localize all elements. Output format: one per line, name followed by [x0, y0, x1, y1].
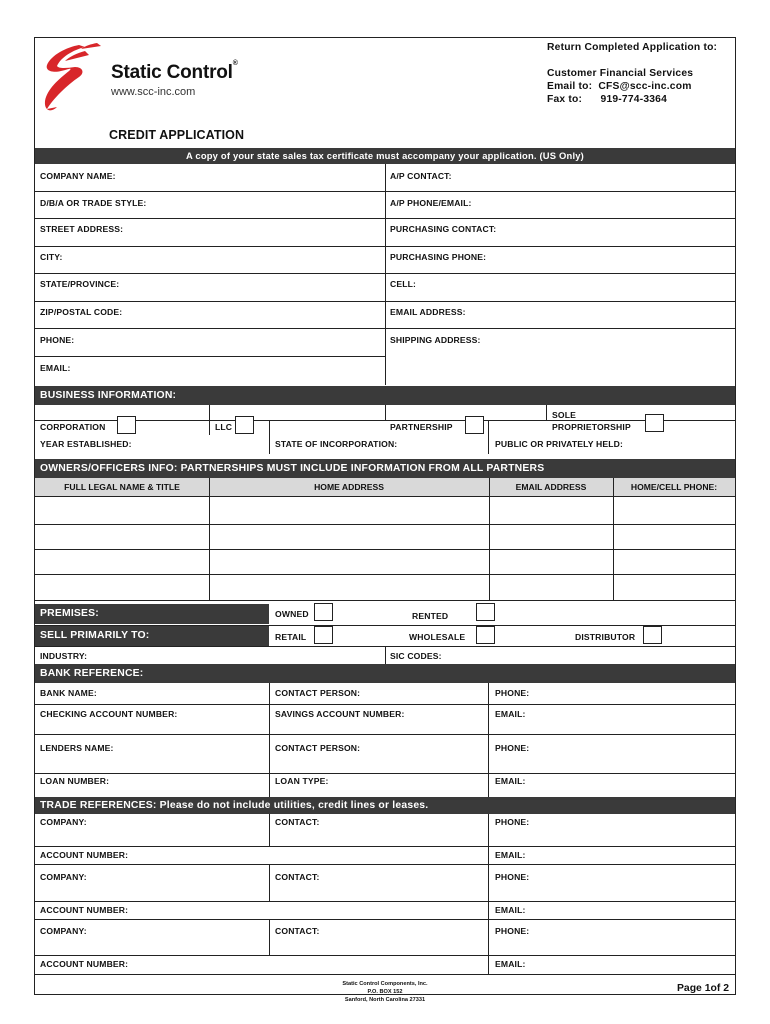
trade2-company-field[interactable]: COMPANY: — [40, 872, 87, 882]
state-province-field[interactable]: STATE/PROVINCE: — [40, 279, 120, 289]
trade2-phone-field[interactable]: PHONE: — [495, 872, 530, 882]
purchasing-contact-field[interactable]: PURCHASING CONTACT: — [390, 224, 497, 234]
wholesale-checkbox[interactable] — [476, 626, 495, 644]
tax-notice-bar — [35, 148, 735, 164]
department-name: Customer Financial Services — [547, 68, 694, 79]
loan-number-field[interactable]: LOAN NUMBER: — [40, 776, 110, 786]
col-email-address: EMAIL ADDRESS — [515, 482, 587, 492]
owner-row-2[interactable] — [35, 525, 735, 549]
sole-proprietorship-label: SOLE PROPRIETORSHIP — [552, 410, 631, 432]
col-full-legal-name: FULL LEGAL NAME & TITLE — [64, 482, 180, 492]
sole-proprietorship-checkbox[interactable] — [645, 414, 664, 432]
shipping-address-field[interactable]: SHIPPING ADDRESS: — [390, 335, 481, 345]
owner-row-4[interactable] — [35, 575, 735, 600]
credit-application-form — [34, 37, 736, 1003]
trade1-contact-field[interactable]: CONTACT: — [275, 817, 320, 827]
trade3-company-field[interactable]: COMPANY: — [40, 926, 87, 936]
city-field[interactable]: CITY: — [40, 252, 63, 262]
owner-row-3[interactable] — [35, 550, 735, 574]
rented-checkbox[interactable] — [476, 603, 495, 621]
col-home-address: HOME ADDRESS — [314, 482, 384, 492]
fax-line: Fax to: 919-774-3364 — [547, 94, 668, 105]
premises-heading: PREMISES: — [35, 604, 269, 624]
trade2-email-field[interactable]: EMAIL: — [495, 905, 526, 915]
owner-row-1[interactable] — [35, 497, 735, 524]
col-home-cell-phone: HOME/CELL PHONE: — [630, 482, 718, 492]
cell-field[interactable]: CELL: — [390, 279, 417, 289]
email-field[interactable]: EMAIL: — [40, 363, 71, 373]
bank-name-field[interactable]: BANK NAME: — [40, 688, 97, 698]
purchasing-phone-field[interactable]: PURCHASING PHONE: — [390, 252, 487, 262]
trade1-phone-field[interactable]: PHONE: — [495, 817, 530, 827]
savings-account-field[interactable]: SAVINGS ACCOUNT NUMBER: — [275, 709, 405, 719]
business-info-heading: BUSINESS INFORMATION: — [35, 386, 735, 405]
llc-checkbox[interactable] — [235, 416, 254, 434]
phone-field[interactable]: PHONE: — [40, 335, 75, 345]
retail-label: RETAIL — [275, 632, 307, 642]
owners-heading: OWNERS/OFFICERS INFO: PARTNERSHIPS MUST INCLUDE INFORMATION FROM ALL PARTNERS — [35, 459, 735, 478]
company-address-footer: Static Control Components, Inc. P.O. BOX 152 Sanford, North Carolina 27331 — [342, 981, 428, 1003]
trade3-account-field[interactable]: ACCOUNT NUMBER: — [40, 959, 129, 969]
bank-email-field[interactable]: EMAIL: — [495, 709, 526, 719]
retail-checkbox[interactable] — [314, 626, 333, 644]
return-title: Return Completed Application to: — [547, 42, 718, 53]
bank-contact-person-field[interactable]: CONTACT PERSON: — [275, 688, 361, 698]
dba-field[interactable]: D/B/A OR TRADE STYLE: — [40, 198, 147, 208]
corporation-label: CORPORATION — [40, 422, 106, 432]
distributor-checkbox[interactable] — [643, 626, 662, 644]
trade3-contact-field[interactable]: CONTACT: — [275, 926, 320, 936]
loan-type-field[interactable]: LOAN TYPE: — [275, 776, 329, 786]
distributor-label: DISTRIBUTOR — [575, 632, 636, 642]
trade3-email-field[interactable]: EMAIL: — [495, 959, 526, 969]
llc-label: LLC — [215, 422, 233, 432]
ap-contact-field[interactable]: A/P CONTACT: — [390, 171, 452, 181]
page-number: Page 1of 2 — [677, 983, 729, 994]
bank-reference-heading: BANK REFERENCE: — [35, 664, 735, 683]
rented-label: RENTED — [412, 611, 449, 621]
industry-field[interactable]: INDUSTRY: — [40, 651, 88, 661]
lender-contact-person-field[interactable]: CONTACT PERSON: — [275, 743, 361, 753]
bank-phone-field[interactable]: PHONE: — [495, 688, 530, 698]
tax-notice-text: A copy of your state sales tax certificate must accompany your application. (US Only) — [185, 150, 584, 161]
trade-references-heading: TRADE REFERENCES: Please do not include utilities, credit lines or leases. — [35, 797, 735, 814]
owned-label: OWNED — [275, 609, 309, 619]
company-name-field[interactable]: COMPANY NAME: — [40, 171, 116, 181]
document-title: CREDIT APPLICATION — [109, 128, 245, 142]
trade2-account-field[interactable]: ACCOUNT NUMBER: — [40, 905, 129, 915]
brand-name: Static Control® — [111, 60, 238, 83]
lender-email-field[interactable]: EMAIL: — [495, 776, 526, 786]
corporation-checkbox[interactable] — [117, 416, 136, 434]
trade2-contact-field[interactable]: CONTACT: — [275, 872, 320, 882]
trade1-email-field[interactable]: EMAIL: — [495, 850, 526, 860]
brand-url: www.scc-inc.com — [111, 86, 196, 98]
partnership-checkbox[interactable] — [465, 416, 484, 434]
registered-mark: ® — [232, 60, 238, 67]
lenders-name-field[interactable]: LENDERS NAME: — [40, 743, 114, 753]
partnership-label: PARTNERSHIP — [390, 422, 453, 432]
public-private-field[interactable]: PUBLIC OR PRIVATELY HELD: — [495, 439, 624, 449]
email-line: Email to: CFS@scc-inc.com — [547, 81, 692, 92]
checking-account-field[interactable]: CHECKING ACCOUNT NUMBER: — [40, 709, 178, 719]
wholesale-label: WHOLESALE — [409, 632, 466, 642]
trade1-account-field[interactable]: ACCOUNT NUMBER: — [40, 850, 129, 860]
street-address-field[interactable]: STREET ADDRESS: — [40, 224, 124, 234]
year-established-field[interactable]: YEAR ESTABLISHED: — [40, 439, 132, 449]
state-of-incorporation-field[interactable]: STATE OF INCORPORATION: — [275, 439, 398, 449]
sell-primarily-heading: SELL PRIMARILY TO: — [35, 626, 269, 646]
lender-phone-field[interactable]: PHONE: — [495, 743, 530, 753]
owned-checkbox[interactable] — [314, 603, 333, 621]
trade1-company-field[interactable]: COMPANY: — [40, 817, 87, 827]
ap-phone-email-field[interactable]: A/P PHONE/EMAIL: — [390, 198, 472, 208]
zip-code-field[interactable]: ZIP/POSTAL CODE: — [40, 307, 123, 317]
sic-codes-field[interactable]: SIC CODES: — [390, 651, 442, 661]
email-address-field[interactable]: EMAIL ADDRESS: — [390, 307, 466, 317]
trade3-phone-field[interactable]: PHONE: — [495, 926, 530, 936]
